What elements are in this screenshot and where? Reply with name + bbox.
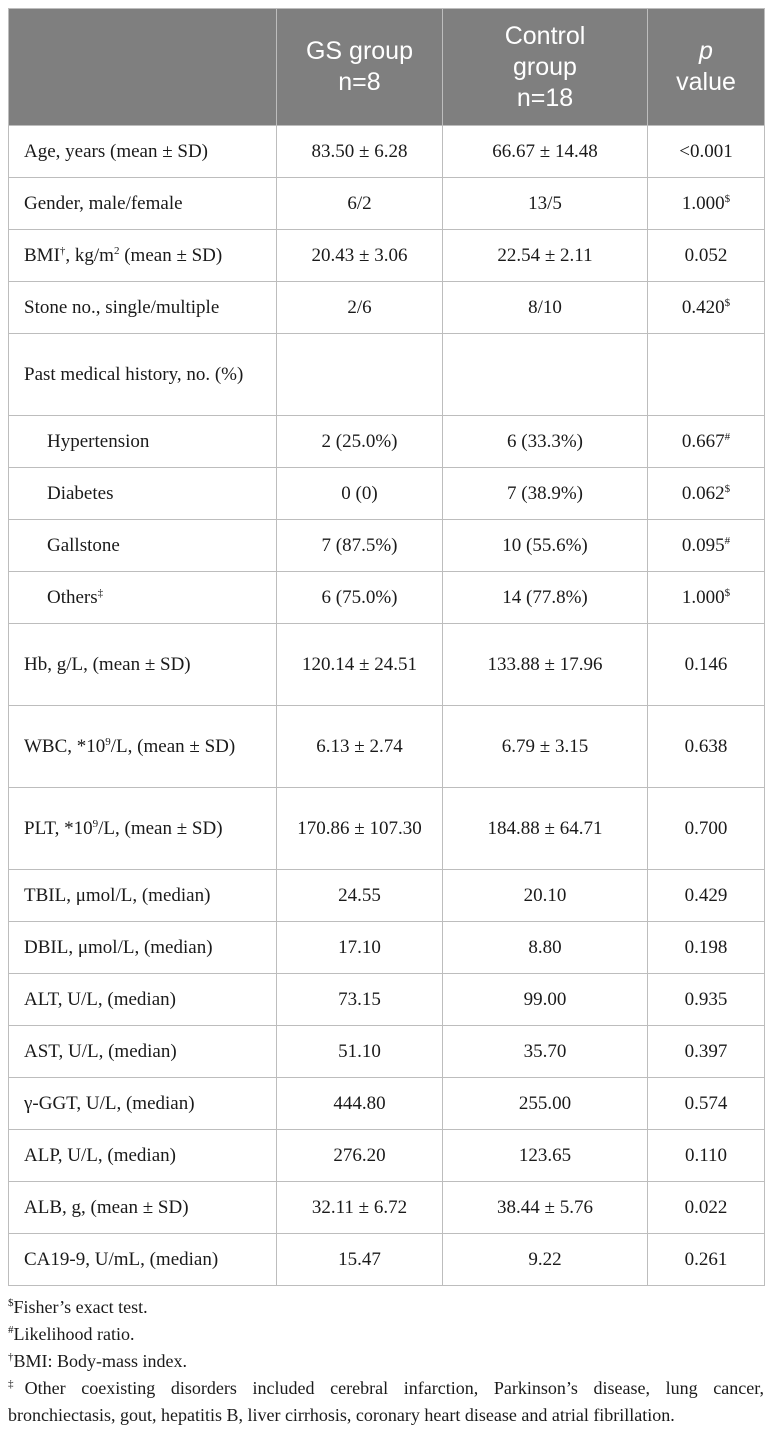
p-value: 0.052	[648, 230, 765, 282]
row-label-part: , kg/m	[65, 244, 114, 266]
control-value: 22.54 ± 2.11	[443, 230, 648, 282]
control-value: 255.00	[443, 1078, 648, 1130]
control-value: 14 (77.8%)	[443, 572, 648, 624]
superscript: 2	[113, 244, 120, 257]
p-value: 0.022	[648, 1182, 765, 1234]
table-row	[9, 520, 765, 572]
row-label: Stone no., single/multiple	[9, 282, 277, 334]
gs-value: 2 (25.0%)	[277, 416, 443, 468]
footnote-mark: #	[8, 1324, 14, 1336]
p-value: 0.198	[648, 922, 765, 974]
table-row	[9, 1182, 765, 1234]
control-value: 133.88 ± 17.96	[443, 624, 648, 706]
table-row	[9, 1078, 765, 1130]
table-row	[9, 922, 765, 974]
table-row	[9, 624, 765, 706]
footnote-mark: †	[8, 1351, 14, 1363]
p-value: 0.397	[648, 1026, 765, 1078]
control-value: 8/10	[443, 282, 648, 334]
footnote-text: Fisher’s exact test.	[13, 1297, 148, 1317]
p-value-cell	[648, 282, 765, 334]
p-value: 0.638	[648, 706, 765, 788]
gs-value: 6 (75.0%)	[277, 572, 443, 624]
header-gs-line1: GS group	[305, 37, 413, 65]
p-value: 0.420	[681, 296, 725, 318]
row-label: Age, years (mean ± SD)	[9, 126, 277, 178]
table-row	[9, 178, 765, 230]
control-value: 99.00	[443, 974, 648, 1026]
gs-value: 170.86 ± 107.30	[277, 788, 443, 870]
p-footnote-mark: $	[724, 296, 731, 309]
row-label: ALB, g, (mean ± SD)	[9, 1182, 277, 1234]
footnote-text: Other coexisting disorders included cerebral infarction, Parkinson’s disease, lung cancer, bronchiectasis, gout, hepatitis B, liver cirrhosis, coronary heart disease and atrial fibrillation.	[8, 1378, 765, 1425]
row-label: DBIL, μmol/L, (median)	[9, 922, 277, 974]
control-value: 9.22	[443, 1234, 648, 1286]
p-value: 0.667	[681, 430, 725, 452]
control-value: 123.65	[443, 1130, 648, 1182]
control-value: 66.67 ± 14.48	[443, 126, 648, 178]
row-label: AST, U/L, (median)	[9, 1026, 277, 1078]
header-control-line1: Control	[504, 21, 586, 50]
p-value-cell	[648, 572, 765, 624]
table-row	[9, 706, 765, 788]
header-control-group	[443, 9, 648, 126]
row-label-part: WBC, *10	[24, 735, 106, 757]
footnote	[8, 1348, 764, 1375]
header-control-line3: n=18	[516, 83, 574, 112]
table-row	[9, 468, 765, 520]
gs-value: 6.13 ± 2.74	[277, 706, 443, 788]
gs-value	[277, 334, 443, 416]
gs-value: 444.80	[277, 1078, 443, 1130]
p-value: 0.700	[648, 788, 765, 870]
header-p-value	[648, 9, 765, 126]
header-p-line2: value	[676, 68, 736, 96]
gs-value: 17.10	[277, 922, 443, 974]
p-footnote-mark: #	[724, 534, 731, 547]
gs-value: 51.10	[277, 1026, 443, 1078]
table-row	[9, 788, 765, 870]
footnote-mark: $	[8, 1297, 14, 1309]
superscript: 9	[105, 735, 111, 748]
control-value: 35.70	[443, 1026, 648, 1078]
p-value: 0.429	[648, 870, 765, 922]
control-value: 8.80	[443, 922, 648, 974]
control-value: 6 (33.3%)	[443, 416, 648, 468]
row-label	[9, 788, 277, 870]
p-value-cell	[648, 468, 765, 520]
p-value: 0.110	[648, 1130, 765, 1182]
row-label: Hypertension	[9, 416, 277, 468]
p-value-cell	[648, 520, 765, 572]
row-label: Past medical history, no. (%)	[9, 334, 277, 416]
p-footnote-mark: $	[724, 586, 731, 599]
control-value: 184.88 ± 64.71	[443, 788, 648, 870]
row-label: γ-GGT, U/L, (median)	[9, 1078, 277, 1130]
p-value-cell	[648, 416, 765, 468]
table-row	[9, 1234, 765, 1286]
footnote	[8, 1321, 764, 1348]
header-gs-line2: n=8	[338, 68, 381, 96]
row-label: CA19-9, U/mL, (median)	[9, 1234, 277, 1286]
row-label: ALT, U/L, (median)	[9, 974, 277, 1026]
footnote-mark: †	[59, 244, 66, 257]
p-value: 0.935	[648, 974, 765, 1026]
footnote-mark: ‡	[97, 586, 104, 599]
row-label: Diabetes	[9, 468, 277, 520]
table-row	[9, 334, 765, 416]
table-container	[8, 8, 764, 1429]
gs-value: 73.15	[277, 974, 443, 1026]
row-label: ALP, U/L, (median)	[9, 1130, 277, 1182]
table-row	[9, 572, 765, 624]
control-value: 10 (55.6%)	[443, 520, 648, 572]
row-label-part: /L, (mean ± SD)	[110, 735, 236, 757]
control-value	[443, 334, 648, 416]
p-value-cell	[648, 178, 765, 230]
row-label-part: Others	[47, 586, 98, 608]
p-value: 1.000	[681, 586, 725, 608]
row-label	[9, 572, 277, 624]
table-row	[9, 974, 765, 1026]
control-value: 13/5	[443, 178, 648, 230]
control-value: 20.10	[443, 870, 648, 922]
p-value: 0.261	[648, 1234, 765, 1286]
footnote	[8, 1294, 764, 1321]
table-row	[9, 1026, 765, 1078]
p-value: 0.146	[648, 624, 765, 706]
p-footnote-mark: $	[724, 192, 731, 205]
row-label-part: PLT, *10	[24, 817, 93, 839]
row-label-part: (mean ± SD)	[119, 244, 223, 266]
row-label-part: /L, (mean ± SD)	[98, 817, 223, 839]
table-row	[9, 230, 765, 282]
row-label-part: BMI	[24, 244, 60, 266]
table-row	[9, 870, 765, 922]
header-row	[9, 9, 765, 126]
p-value: 0.062	[681, 482, 725, 504]
footnote	[8, 1375, 764, 1429]
gs-value: 7 (87.5%)	[277, 520, 443, 572]
p-footnote-mark: $	[724, 482, 731, 495]
gs-value: 20.43 ± 3.06	[277, 230, 443, 282]
row-label: Gender, male/female	[9, 178, 277, 230]
data-table	[8, 8, 765, 1286]
row-label	[9, 230, 277, 282]
gs-value: 83.50 ± 6.28	[277, 126, 443, 178]
control-value: 38.44 ± 5.76	[443, 1182, 648, 1234]
footnote-text: BMI: Body-mass index.	[13, 1351, 187, 1371]
gs-value: 0 (0)	[277, 468, 443, 520]
header-gs-group	[277, 9, 443, 126]
p-value: <0.001	[648, 126, 765, 178]
p-value: 1.000	[681, 192, 725, 214]
p-value: 0.574	[648, 1078, 765, 1130]
header-control-line2: group	[513, 52, 577, 81]
row-label: Gallstone	[9, 520, 277, 572]
gs-value: 2/6	[277, 282, 443, 334]
row-label: TBIL, μmol/L, (median)	[9, 870, 277, 922]
gs-value: 276.20	[277, 1130, 443, 1182]
footnotes	[8, 1294, 764, 1429]
header-empty-cell	[9, 9, 277, 126]
control-value: 6.79 ± 3.15	[443, 706, 648, 788]
row-label: Hb, g/L, (mean ± SD)	[9, 624, 277, 706]
p-value: 0.095	[681, 534, 725, 556]
table-row	[9, 282, 765, 334]
control-value: 7 (38.9%)	[443, 468, 648, 520]
gs-value: 6/2	[277, 178, 443, 230]
gs-value: 120.14 ± 24.51	[277, 624, 443, 706]
p-value	[648, 334, 765, 416]
table-row	[9, 1130, 765, 1182]
table-row	[9, 126, 765, 178]
gs-value: 15.47	[277, 1234, 443, 1286]
superscript: 9	[92, 817, 99, 830]
gs-value: 24.55	[277, 870, 443, 922]
footnote-text: Likelihood ratio.	[13, 1324, 135, 1344]
header-p-italic: p	[699, 37, 713, 65]
row-label	[9, 706, 277, 788]
gs-value: 32.11 ± 6.72	[277, 1182, 443, 1234]
footnote-mark: ‡	[8, 1378, 25, 1390]
table-row	[9, 416, 765, 468]
p-footnote-mark: #	[724, 430, 731, 443]
